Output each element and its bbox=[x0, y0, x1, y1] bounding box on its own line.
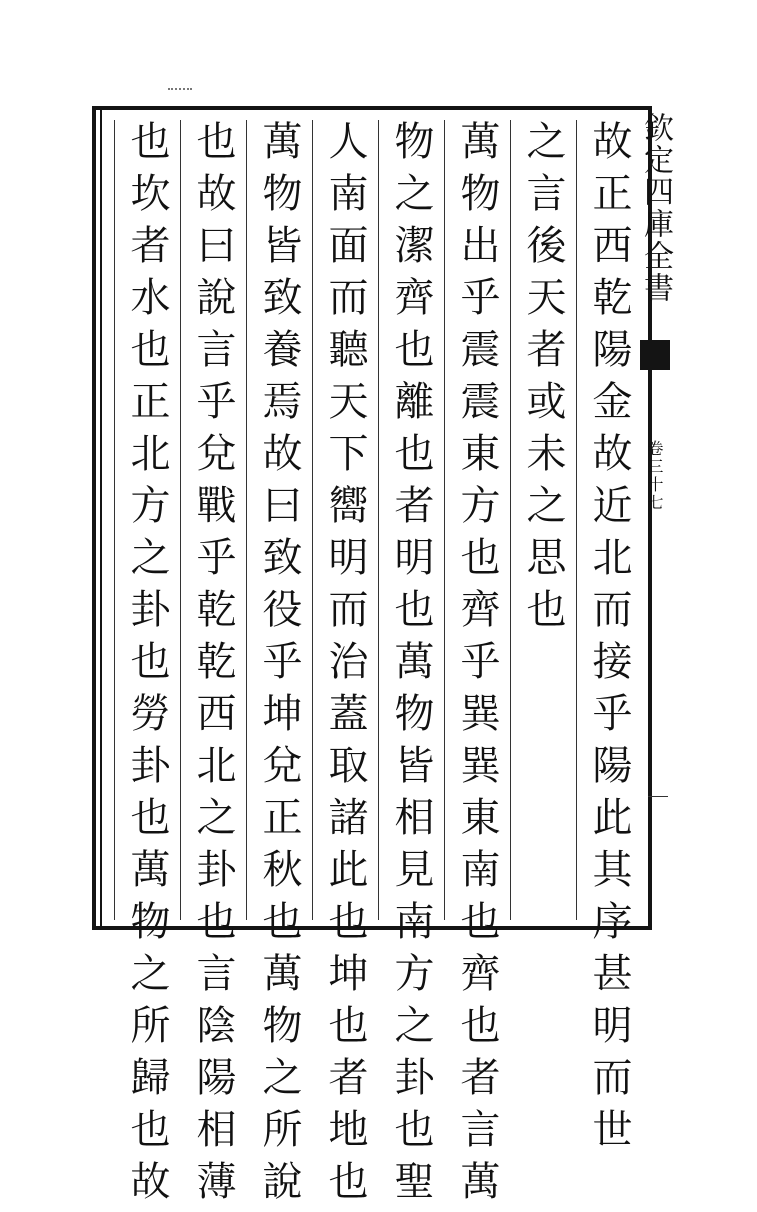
text-column-7 bbox=[180, 120, 244, 1212]
fishtail-mark bbox=[640, 340, 670, 370]
column-text: 之言後天者或未之思也 bbox=[520, 120, 566, 640]
book-title: 欽定四庫全書 bbox=[638, 112, 673, 304]
frame-inner-line bbox=[100, 106, 102, 930]
ink-speck bbox=[168, 88, 192, 94]
column-text: 萬物出乎震震東方也齊乎巽巽東南也齊也者言萬 bbox=[454, 120, 500, 1212]
column-text: 也故曰說言乎兌戰乎乾乾西北之卦也言陰陽相薄 bbox=[190, 120, 236, 1212]
text-column-4 bbox=[378, 120, 442, 1212]
column-text: 故正西乾陽金故近北而接乎陽此其序甚明而世 bbox=[586, 120, 632, 1160]
column-text: 人南面而聽天下嚮明而治蓋取諸此也坤也者地也 bbox=[322, 120, 368, 1212]
text-column-1 bbox=[576, 120, 640, 1160]
text-column-2 bbox=[510, 120, 574, 920]
column-text: 物之潔齊也離也者明也萬物皆相見南方之卦也聖 bbox=[388, 120, 434, 1212]
chapter-label: 卷三十七 bbox=[645, 440, 664, 512]
gutter-tick bbox=[648, 796, 668, 797]
text-column-5 bbox=[312, 120, 376, 1212]
text-column-3 bbox=[444, 120, 508, 1212]
column-text: 萬物皆致養焉故曰致役乎坤兌正秋也萬物之所說 bbox=[256, 120, 302, 1212]
column-text: 也坎者水也正北方之卦也勞卦也萬物之所歸也故 bbox=[124, 120, 170, 1212]
text-column-6 bbox=[246, 120, 310, 1212]
text-column-8 bbox=[114, 120, 178, 1212]
